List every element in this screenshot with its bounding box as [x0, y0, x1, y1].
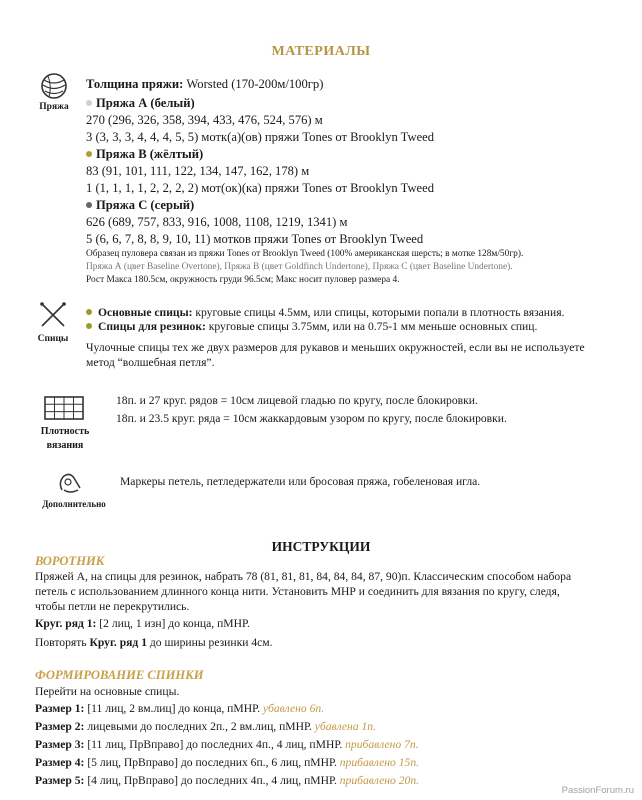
collar-round-label: Круг. ряд 1:: [35, 617, 97, 630]
needles-note-line2: метод “волшебная петля”.: [86, 356, 215, 369]
size-row: [35, 774, 419, 788]
collar-round-1: [35, 617, 250, 631]
size-label: Размер 3:: [35, 738, 85, 751]
size-text: [5 лиц, ПрВправо] до последних 6п., 6 лиц, пМНР.: [84, 756, 340, 769]
collar-line-3: чтобы петли не перекрутились.: [35, 600, 190, 613]
gauge-icon-label-2: вязания: [46, 440, 84, 451]
yarn-ball-icon: [36, 72, 72, 102]
collar-repeat: [35, 636, 273, 650]
extra-icon-label: Дополнительно: [42, 499, 106, 509]
size-row: [35, 720, 376, 734]
size-row: [35, 702, 324, 716]
size-text: [11 лиц, ПрВправо] до последних 4п., 4 лиц, пМНР.: [84, 738, 346, 751]
gauge-section-icon: [44, 396, 84, 425]
yarn-b-skeins: 1 (1, 1, 1, 1, 2, 2, 2, 2) мот(ок)(ка) пряжи Tones от Brooklyn Tweed: [86, 181, 435, 195]
size-row: [35, 738, 419, 752]
collar-repeat-post: до ширины резинки 4см.: [147, 636, 273, 649]
yarn-weight-label: Толщина пряжи:: [86, 77, 184, 91]
gauge-icon-label-1: Плотность: [40, 426, 90, 437]
yarn-b-label: Пряжа В (жёлтый): [96, 147, 204, 161]
gauge-colorwork: 18п. и 23.5 круг. ряда = 10см жаккардовым узором по кругу, после блокировки.: [116, 412, 507, 425]
materials-title: МАТЕРИАЛЫ: [271, 44, 371, 59]
size-note: убавлено 6п.: [262, 702, 325, 715]
extra-notions: Маркеры петель, петледержатели или бросовая пряжа, гобеленовая игла.: [120, 475, 481, 488]
yarn-note-sample: Образец пуловера связан из пряжи Tones от Brooklyn Tweed (100% американская шерсть; в мотке 128м/50гр).: [86, 249, 524, 259]
yarn-a-skeins: 3 (3, 3, 3, 4, 4, 4, 5, 5) мотк(а)(ов) пряжи Tones от Brooklyn Tweed: [86, 130, 435, 144]
size-note: прибавлено 15п.: [339, 756, 420, 769]
needles-note-line1: Чулочные спицы тех же двух размеров для рукавов и меньших окружностей, если вы не используете: [86, 341, 585, 354]
yarn-b-dot: [86, 151, 92, 157]
yarn-icon-label: Пряжа: [39, 102, 69, 112]
needles-main-text: круговые спицы 4.5мм, или спицы, которыми попали в плотность вязания.: [192, 306, 565, 319]
crossed-needles-icon: [38, 300, 68, 330]
yarn-c-dot: [86, 202, 92, 208]
extra-section-icon: [56, 470, 86, 501]
needles-rib-text: круговые спицы 3.75мм, или на 0.75-1 мм меньше основных спиц.: [205, 320, 538, 333]
collar-repeat-bold: Круг. ряд 1: [89, 636, 147, 649]
size-label: Размер 5:: [35, 774, 85, 787]
needles-section-icon: [38, 300, 68, 335]
needles-rib: [86, 320, 537, 334]
size-row: [35, 756, 419, 770]
size-note: прибавлено 20п.: [339, 774, 420, 787]
yarn-b-name: [86, 147, 203, 162]
size-text: лицевыми до последних 2п., 2 вм.лиц, пМНР.: [84, 720, 315, 733]
yarn-a-name: [86, 96, 195, 111]
size-note: прибавлено 7п.: [345, 738, 419, 751]
bullet-icon: [86, 309, 92, 315]
size-text: [11 лиц, 2 вм.лиц] до конца, пМНР.: [84, 702, 263, 715]
yarn-c-meters: 626 (689, 757, 833, 916, 1008, 1108, 1219, 1341) м: [86, 215, 348, 229]
needles-main-label: Основные спицы:: [98, 306, 193, 319]
back-intro: Перейти на основные спицы.: [35, 685, 180, 698]
collar-line-1: Пряжей А, на спицы для резинок, набрать 78 (81, 81, 81, 84, 84, 84, 87, 90)п. Классическим способом набора: [35, 570, 572, 583]
size-label: Размер 4:: [35, 756, 85, 769]
size-label: Размер 1:: [35, 702, 85, 715]
yarn-a-label: Пряжа А (белый): [96, 96, 195, 110]
needles-rib-label: Спицы для резинок:: [98, 320, 206, 333]
gauge-stockinette: 18п. и 27 круг. рядов = 10см лицевой гладью по кругу, после блокировки.: [116, 394, 478, 407]
yarn-c-skeins: 5 (6, 6, 7, 8, 8, 9, 10, 11) мотков пряжи Tones от Brooklyn Tweed: [86, 232, 424, 246]
collar-round-text: [2 лиц, 1 изн] до конца, пМНР.: [96, 617, 250, 630]
yarn-weight-value: Worsted (170-200м/100гр): [183, 77, 324, 91]
collar-heading: ВОРОТНИК: [35, 554, 105, 568]
watermark: PassionForum.ru: [561, 785, 634, 796]
collar-repeat-pre: Повторять: [35, 636, 90, 649]
needles-icon-label: Спицы: [37, 334, 69, 344]
yarn-note-model: Рост Макса 180.5см, окружность груди 96.5см; Макс носит пуловер размера 4.: [86, 275, 400, 285]
yarn-note-colors: Пряжа А (цвет Baseline Overtone), Пряжа В (цвет Goldfinch Undertone), Пряжа С (цвет Baseline Undertone).: [86, 262, 513, 272]
yarn-c-label: Пряжа С (серый): [96, 198, 195, 212]
instructions-title: ИНСТРУКЦИИ: [271, 539, 371, 554]
yarn-a-meters: 270 (296, 326, 358, 394, 433, 476, 524, 576) м: [86, 113, 323, 127]
yarn-c-name: [86, 198, 194, 213]
collar-line-2: петель с использованием длинного конца нити. Установить МНР и соединить для вязания по кругу, следя,: [35, 585, 560, 598]
size-text: [4 лиц, ПрВправо] до последних 4п., 4 лиц, пМНР.: [84, 774, 340, 787]
back-heading: ФОРМИРОВАНИЕ СПИНКИ: [35, 668, 204, 682]
stitch-marker-icon: [56, 470, 86, 496]
yarn-a-dot: [86, 100, 92, 106]
yarn-b-meters: 83 (91, 101, 111, 122, 134, 147, 162, 178) м: [86, 164, 310, 178]
yarn-weight: [86, 77, 323, 92]
needles-main: [86, 306, 564, 320]
size-label: Размер 2:: [35, 720, 85, 733]
bullet-icon: [86, 323, 92, 329]
size-note: убавлена 1п.: [314, 720, 377, 733]
gauge-grid-icon: [44, 396, 84, 420]
